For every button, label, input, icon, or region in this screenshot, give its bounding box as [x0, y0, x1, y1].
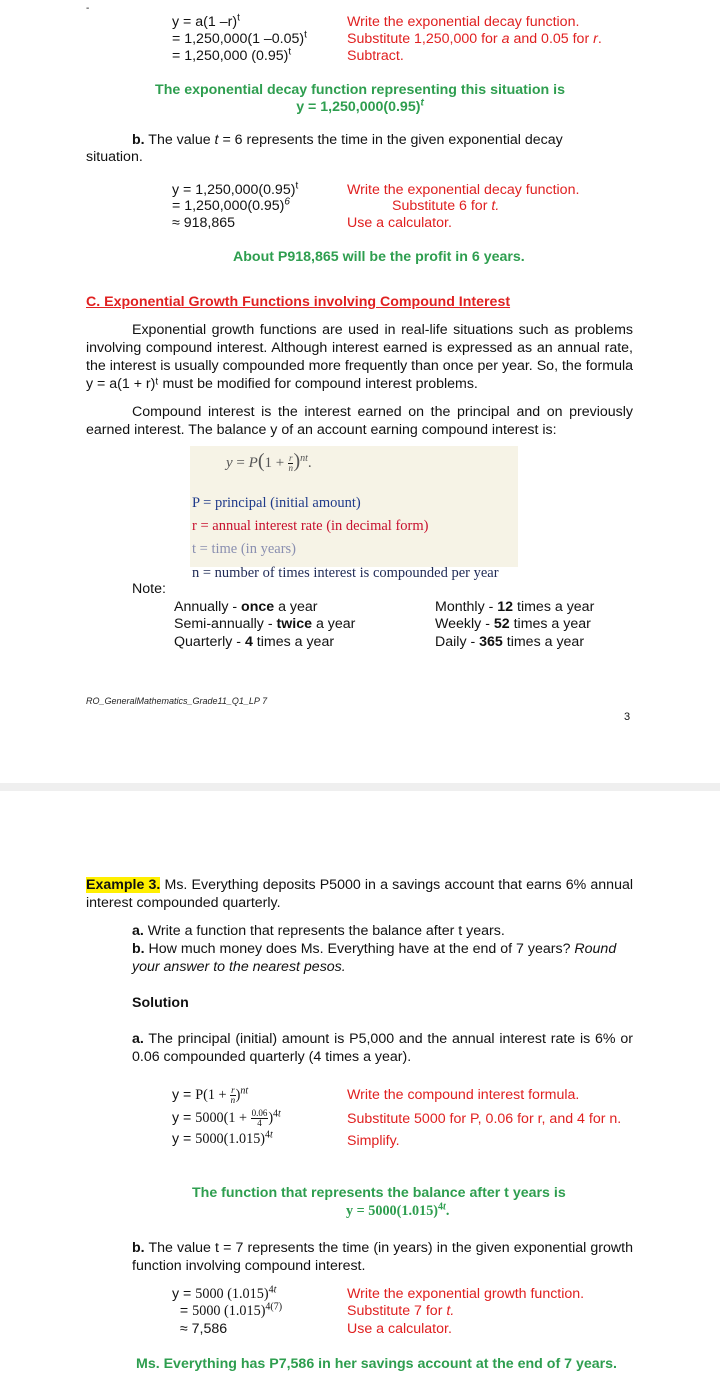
paragraph-compound-interest-intro: Exponential growth functions are used in real-life situations such as problems involving compound interest. Although interest earned is expressed as an annual rate, the interest is usually compounded more frequently than once per year. So, the formula y = a(1 + r)ᵗ must be modified for compound interest problems.: [86, 322, 633, 392]
final-conclusion: Ms. Everything has P7,586 in her savings account at the end of 7 years.: [136, 1356, 617, 1372]
page-top-mark: -: [86, 3, 90, 14]
decay-conclusion-line-1: The exponential decay function representing this situation is: [155, 82, 565, 98]
growth-step-line-3: ≈ 7,586: [179, 1321, 228, 1337]
question-b: b. How much money does Ms. Everything have at the end of 7 years? Round your answer to the nearest pesos.: [132, 941, 617, 975]
note-quarterly: Quarterly - 4 times a year: [174, 634, 335, 650]
note-daily: Daily - 365 times a year: [435, 634, 585, 650]
page-separator: [0, 783, 720, 791]
solution-label: Solution: [132, 995, 189, 1011]
decay-step2-line-2: = $1,250,000(0.95)^6$: [172, 196, 290, 214]
growth-step-note-3: Use a calculator.: [347, 1321, 452, 1337]
decay-step2-note-2: Substitute 6 for t.: [392, 198, 500, 214]
part-b-line-2: situation.: [86, 149, 143, 165]
legend-principal: P = principal (initial amount): [192, 495, 361, 511]
solution-b-text: b. The value t = 7 represents the time (in years) in the given exponential growth function involving compound interest.: [132, 1240, 633, 1274]
compound-step-line-2: y = 5000(1 + $\frac{0.06}{4}$ )$^{4t}$: [172, 1108, 281, 1129]
note-annually: Annually - once a year: [174, 599, 318, 615]
note-monthly: Monthly - 12 times a year: [435, 599, 595, 615]
growth-step-note-1: Write the exponential growth function.: [347, 1286, 585, 1302]
decay-step-line-3: = 1,250,000 $(0.95)^t$: [172, 46, 292, 64]
paragraph-compound-interest-definition: Compound interest is the interest earned on the principal and on previously earned interest. The balance y of an account earning compound interest is:: [86, 404, 633, 438]
legend-compounds: n = number of times interest is compounded per year: [192, 565, 499, 581]
compound-step-note-2: Substitute 5000 for P, 0.06 for r, and 4 for n.: [347, 1111, 622, 1127]
compound-step-line-3: $y = 5000(1.015)^{4t}$: [172, 1129, 273, 1147]
decay-step2-note-1: Write the exponential decay function.: [347, 182, 580, 198]
part-b-line-1: b. The value t = 6 represents the time in the given exponential decay: [132, 132, 563, 148]
profit-conclusion: About P918,865 will be the profit in 6 years.: [233, 249, 525, 265]
decay-step-note-3: Subtract.: [347, 48, 404, 64]
question-a: a. Write a function that represents the balance after t years.: [132, 923, 505, 939]
compound-step-line-1: y = P(1 + $\frac{r}{n}$ )$^{nt}$: [172, 1085, 249, 1106]
decay-step-line-2: = 1,250,000(1 –0.05)$^t$: [172, 29, 307, 47]
compound-step-note-1: Write the compound interest formula.: [347, 1087, 580, 1103]
decay-conclusion-line-2: $y = 1,250,000(0.95)^t$: [296, 97, 424, 115]
decay-step-line-1: y = a(1 –r)$^t$: [172, 12, 240, 30]
decay-step2-note-3: Use a calculator.: [347, 215, 452, 231]
note-semi-annually: Semi-annually - twice a year: [174, 616, 356, 632]
note-weekly: Weekly - 52 times a year: [435, 616, 591, 632]
balance-conclusion-line-2: $y = 5000(1.015)^{4t}$.: [346, 1201, 450, 1219]
note-label: Note:: [132, 581, 166, 597]
legend-rate: r = annual interest rate (in decimal form): [192, 518, 429, 534]
compound-interest-formula: y = P(1 + $\frac{r}{n}$ )$^{nt}$.: [226, 450, 312, 474]
solution-a-text: a. The principal (initial) amount is P5,000 and the annual interest rate is 6% or 0.06 compounded quarterly (4 times a year).: [132, 1031, 633, 1065]
decay-step-note-2: Substitute 1,250,000 for a and 0.05 for r.: [347, 31, 602, 47]
growth-step-note-2: Substitute 7 for t.: [347, 1303, 455, 1319]
balance-conclusion-line-1: The function that represents the balance after t years is: [192, 1185, 566, 1201]
growth-step-line-2: = 5000 $(1.015)^{4(7)}$: [172, 1301, 283, 1319]
example-3-statement: Example 3. Ms. Everything deposits P5000 in a savings account that earns 6% annual interest compounded quarterly.: [86, 877, 633, 911]
section-heading: C. Exponential Growth Functions involving Compound Interest: [86, 294, 511, 310]
decay-step2-line-3: ≈ 918,865: [172, 215, 236, 231]
decay-step2-line-1: $y = 1,250,000(0.95)^t$: [172, 180, 299, 198]
page-footer: RO_GeneralMathematics_Grade11_Q1_LP 7: [86, 696, 268, 706]
decay-step-note-1: Write the exponential decay function.: [347, 14, 580, 30]
page-number: 3: [624, 711, 631, 723]
legend-time: t = time (in years): [192, 541, 297, 557]
growth-step-line-1: y = 5000 $(1.015)^{4t}$: [172, 1284, 277, 1302]
compound-step-note-3: Simplify.: [347, 1133, 400, 1149]
